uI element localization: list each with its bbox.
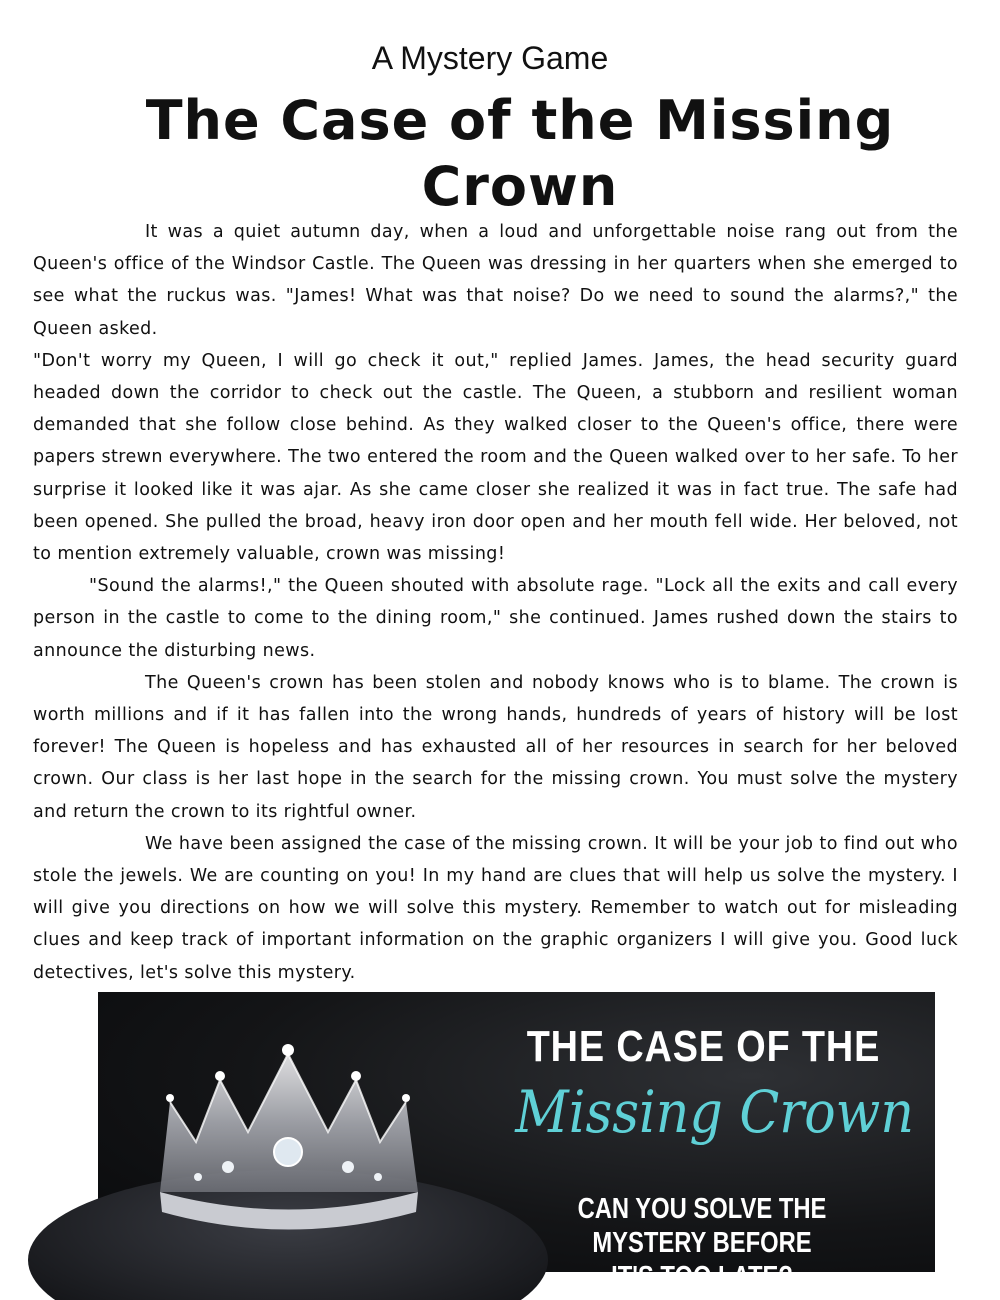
story-text <box>33 216 958 989</box>
story-paragraph-3: "Sound the alarms!," the Queen shouted with absolute rage. "Lock all the exits and call every person in the castle to come to the dining room," she continued. James rushed down the stairs to announce the disturbing news. <box>33 576 958 661</box>
story-paragraph-5: We have been assigned the case of the missing crown. It will be your job to find out who stole the jewels. We are counting on you! In my hand are clues that will help us solve the mystery. I will give you directions on how we will solve this mystery. Remember to watch out for misleading clues and keep track of important information on the graphic organizers I will give you. Good luck detectives, let's solve this mystery. <box>33 833 958 983</box>
crown-illustration <box>98 992 498 1272</box>
document-title: The Case of the Missing Crown <box>145 89 895 218</box>
crown-banner-image <box>98 992 935 1293</box>
story-paragraph-1: It was a quiet autumn day, when a loud and unforgettable noise rang out from the Queen's office of the Windsor Castle. The Queen was dressing in her quarters when she emerged to see what the ruckus was. "James! What was that noise? Do we need to sound the alarms?," the Queen asked. <box>33 222 958 339</box>
story-paragraph-2: "Don't worry my Queen, I will go check it out," replied James. James, the head security guard headed down the corridor to check out the castle. The Queen, a stubborn and resilient woman demanded that she follow close behind. As they walked closer to the Queen's office, there were papers strewn everywhere. The two entered the room and the Queen walked over to her safe. To her surprise it looked like it was ajar. As she came closer she realized it was in fact true. The safe had been opened. She pulled the broad, heavy iron door open and her mouth fell wide. Her beloved, not to mention extremely valuable, crown was missing! <box>33 350 958 565</box>
story-paragraph-4: The Queen's crown has been stolen and nobody knows who is to blame. The crown is worth millions and if it has fallen into the wrong hands, hundreds of years of history will be lost forever! The Queen is hopeless and has exhausted all of her resources in search for her beloved crown. Our class is her last hope in the search for the missing crown. You must solve the mystery and return the crown to its rightful owner. <box>33 672 958 822</box>
banner-tagline <box>522 1192 883 1294</box>
banner-script-title: Missing Crown <box>515 1078 914 1146</box>
banner-heading: THE CASE OF THE <box>526 1022 881 1071</box>
banner-tagline-line-1: CAN YOU SOLVE THE MYSTERY BEFORE <box>577 1193 827 1259</box>
banner-tagline-line-2: IT'S TOO LATE? <box>611 1261 793 1293</box>
document-subtitle: A Mystery Game <box>371 40 609 76</box>
